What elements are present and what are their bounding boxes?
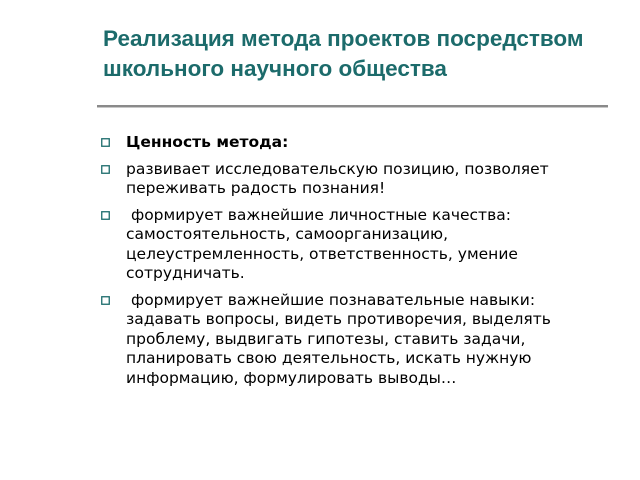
bullet-text: формирует важнейшие познавательные навыки: задавать вопросы, видеть противоречия, выделять проблему, выдвигать гипотезы, ставить задачи, планировать свою деятельность, искать нужную информацию, формулировать выводы… <box>126 290 556 387</box>
slide-title: Реализация метода проектов посредством школьного научного общества <box>103 26 584 81</box>
bullet-text: формирует важнейшие личностные качества: самостоятельность, самоорганизацию, целеустремленность, ответственность, умение сотрудничать. <box>126 205 523 282</box>
bullet-text: Ценность метода: <box>126 133 289 151</box>
title-divider <box>97 105 608 108</box>
bullet-item <box>100 160 605 199</box>
bullet-item <box>100 133 605 153</box>
hollow-square-icon <box>101 165 110 174</box>
hollow-square-icon <box>101 211 110 220</box>
bullet-item <box>100 291 605 389</box>
hollow-square-icon <box>101 296 110 305</box>
bullet-list <box>100 133 605 395</box>
hollow-square-icon <box>101 138 110 147</box>
bullet-text: развивает исследовательскую позицию, позволяет переживать радость познания! <box>126 159 554 197</box>
bullet-item <box>100 206 605 284</box>
